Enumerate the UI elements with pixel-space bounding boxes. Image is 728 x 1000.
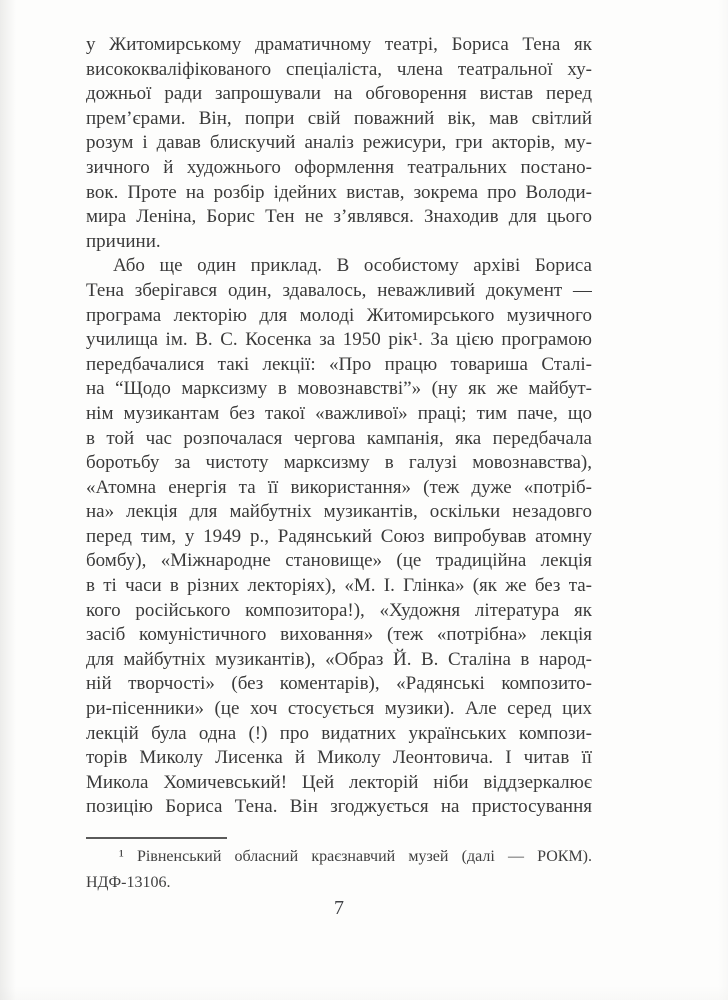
text-line: торів Миколу Лисенка й Миколу Леонтовича. І читав її — [86, 747, 592, 769]
text-line: ній творчості» (без коментарів), «Радянські композито- — [86, 673, 592, 695]
text-line: «Атомна енергія та її використання» (теж дуже «потріб- — [86, 476, 592, 498]
text-line: бомбу), «Міжнародне становище» (це традиційна лекція — [86, 550, 592, 572]
text-line: у Житомирському драматичному театрі, Бориса Тена як — [86, 34, 592, 55]
text-line: кого російського композитора!), «Художня література як — [86, 599, 592, 621]
text-line: для майбутніх музикантів), «Образ Й. В. Сталіна в народ- — [86, 648, 592, 670]
footnote-text: ¹ Рівненський обласний краєзнавчий музей (далі — РОКМ). — [119, 848, 592, 865]
footnote-block — [86, 837, 592, 896]
footnote-divider — [86, 837, 227, 839]
page-number: 7 — [334, 897, 344, 919]
text-line: ри-пісенники» (це хоч стосується музики). Але серед цих — [86, 698, 592, 720]
text-line: зичного й художнього оформлення театральних постано- — [86, 156, 592, 178]
text-line: програма лекторію для молоді Житомирського музичного — [86, 304, 592, 326]
text-line: Микола Хомичевський! Цей лекторій ніби віддзеркалює — [86, 771, 592, 793]
text-line: на» лекція для майбутніх музикантів, оскільки незадовго — [86, 501, 592, 523]
text-line: висококваліфікованого спеціаліста, члена театральної ху- — [86, 58, 592, 80]
page-text — [86, 33, 592, 820]
text-line: мира Леніна, Борис Тен не з’являвся. Знаходив для цього — [86, 206, 592, 228]
text-line: перед тим, у 1949 р., Радянський Союз випробував атомну — [86, 525, 592, 547]
text-line: на “Щодо марксизму в мовознавстві”» (ну як же майбут- — [86, 378, 592, 400]
text-line: засіб комуністичного виховання» (теж «потрібна» лекція — [86, 624, 592, 646]
text-line: розум і давав блискучий аналіз режисури, гри акторів, му- — [86, 132, 592, 154]
text-line: прем’єрами. Він, попри свій поважний вік, мав світлий — [86, 107, 592, 129]
text-line: вок. Проте на розбір ідейних вистав, зокрема про Володи- — [86, 181, 592, 203]
text-line-paragraph-start: Або ще один приклад. В особистому архіві Бориса — [113, 255, 592, 277]
text-line-with-footnote-ref: училища ім. В. С. Косенка за 1950 рік¹. За цією програмою — [86, 329, 592, 351]
text-line: нім музикантам без такої «важливої» праці; тим паче, що — [86, 402, 592, 424]
text-line: лекцій була одна (!) про видатних українських компози- — [86, 722, 592, 744]
footnote-text-continued: НДФ-13106. — [86, 874, 171, 891]
text-line: передбачалися такі лекції: «Про працю товариша Сталі- — [86, 353, 592, 375]
text-line: дожньої ради запрошували на обговорення вистав перед — [86, 83, 592, 105]
text-line: боротьбу за чистоту марксизму в галузі мовознавства), — [86, 452, 592, 474]
text-line: в ті часи в різних лекторіях), «М. І. Глінка» (як же без та- — [86, 575, 592, 597]
text-line: позицію Бориса Тена. Він згоджується на пристосування — [86, 796, 592, 818]
text-line: в той час розпочалася чергова кампанія, яка передбачала — [86, 427, 592, 449]
text-line-paragraph-end: причини. — [86, 230, 161, 252]
text-line: Тена зберігався один, здавалось, неважливий документ — — [86, 279, 592, 301]
